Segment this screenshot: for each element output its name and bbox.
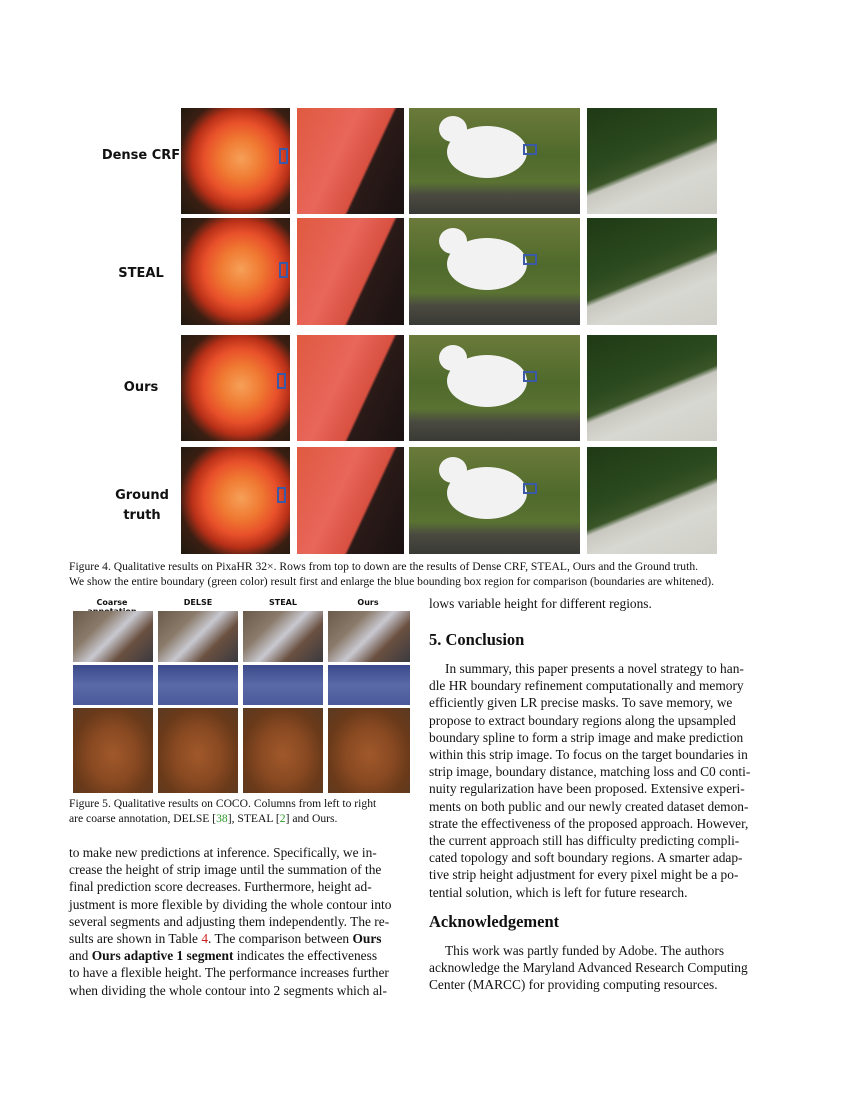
gull-image <box>409 108 580 214</box>
bold-term: Ours <box>352 931 382 947</box>
bbox-marker <box>523 371 537 382</box>
text-line: In summary, this paper presents a novel strategy to han- <box>445 661 744 676</box>
text-line <box>69 947 397 964</box>
row-label-ours: Ours <box>123 380 159 395</box>
caption-text: ], STEAL [ <box>227 812 280 825</box>
text-line: strate the effectiveness of the proposed approach. However, <box>429 815 749 831</box>
text-line: crease the height of strip image until the summation of the <box>69 862 382 878</box>
flower-image <box>181 335 290 441</box>
coco-desk-image <box>328 611 410 662</box>
citation-link[interactable]: 38 <box>216 812 228 825</box>
right-column-continuation: lows variable height for different regions. <box>429 596 652 611</box>
text-span: sults are shown in Table <box>69 931 202 947</box>
column-header-steal: STEAL <box>269 598 297 607</box>
text-line: dle HR boundary refinement computationally and memory <box>429 678 744 694</box>
text-line: efficiently given LR precise masks. To save memory, we <box>429 695 733 711</box>
text-line: tive strip height adjustment for every pixel might be a po- <box>429 867 739 883</box>
flower-zoom-image <box>297 218 404 325</box>
coco-person-image <box>158 708 238 793</box>
text-line: nuity regularization have been proposed. Extensive experi- <box>429 781 745 797</box>
coco-person-image <box>243 708 323 793</box>
figure-5-caption <box>69 796 409 826</box>
table-link[interactable]: 4 <box>201 931 209 947</box>
text-line: justment is more flexible by dividing the whole contour into <box>69 896 392 912</box>
caption-text: ] and Ours. <box>285 812 338 825</box>
text-line: Center (MARCC) for providing computing resources. <box>429 977 718 993</box>
bbox-marker <box>523 254 537 265</box>
text-line: strip image, boundary distance, matching loss and C0 conti- <box>429 764 751 780</box>
gull-zoom-image <box>587 108 717 214</box>
text-line: to have a flexible height. The performance increases further <box>69 965 389 981</box>
figure-4-caption <box>69 559 789 589</box>
caption-text: are coarse annotation, DELSE [ <box>69 812 217 825</box>
text-line: to make new predictions at inference. Specifically, we in- <box>69 845 377 860</box>
text-line: This work was partly funded by Adobe. The authors <box>445 943 725 958</box>
column-header-delse: DELSE <box>183 598 213 607</box>
bbox-marker <box>523 483 537 494</box>
flower-image <box>181 218 290 325</box>
text-line: within this strip image. To focus on the target boundaries in <box>429 747 748 763</box>
conclusion-heading: 5. Conclusion <box>429 630 525 649</box>
flower-image <box>181 447 290 554</box>
text-line: tential solution, which is left for future research. <box>429 884 688 900</box>
row-label-ground-truth: Ground truth <box>115 488 169 523</box>
acknowledgement-heading: Acknowledgement <box>429 912 560 931</box>
text-line <box>69 930 397 947</box>
text-line: propose to extract boundary regions along the upsampled <box>429 712 736 728</box>
text-line: ments on both public and our newly created dataset demon- <box>429 798 749 814</box>
gull-zoom-image <box>587 335 717 441</box>
coco-street-image <box>243 665 323 705</box>
text-line: several segments and adjusting them independently. The re- <box>69 913 390 929</box>
flower-zoom-image <box>297 447 404 554</box>
bbox-marker <box>277 373 286 389</box>
coco-street-image <box>73 665 153 705</box>
acknowledgement-paragraph <box>429 942 757 994</box>
coco-person-image <box>328 708 410 793</box>
row-label-steal: STEAL <box>118 266 164 281</box>
gull-zoom-image <box>587 218 717 325</box>
caption-line <box>69 811 409 826</box>
text-span: . The comparison between <box>208 931 353 947</box>
bbox-marker <box>279 148 288 164</box>
caption-line: We show the entire boundary (green color) result first and enlarge the blue bounding box region for comparison (boundaries are whitened). <box>69 575 714 588</box>
left-column-text <box>69 844 397 999</box>
gull-image <box>409 218 580 325</box>
text-line: final prediction score decreases. Furthermore, height ad- <box>69 879 372 895</box>
bbox-marker <box>523 144 537 155</box>
coco-desk-image <box>73 611 153 662</box>
text-line: when dividing the whole contour into 2 segments which al- <box>69 982 387 998</box>
gull-image <box>409 447 580 554</box>
text-line: the current approach still has difficulty predicting compli- <box>429 833 740 849</box>
coco-street-image <box>158 665 238 705</box>
column-header-coarse-annotation: Coarse <box>96 598 128 607</box>
bold-term: Ours adaptive 1 segment <box>91 948 234 964</box>
coco-desk-image <box>158 611 238 662</box>
coco-desk-image <box>243 611 323 662</box>
text-line: cated topology and soft boundary regions. A smarter adap- <box>429 850 743 866</box>
citation-link[interactable]: 2 <box>279 812 286 825</box>
text-line: boundary spline to form a strip image and make prediction <box>429 729 744 745</box>
text-line: acknowledge the Maryland Advanced Research Computing <box>429 960 748 976</box>
flower-zoom-image <box>297 335 404 441</box>
coco-street-image <box>328 665 410 705</box>
conclusion-paragraph <box>429 660 757 901</box>
coco-person-image <box>73 708 153 793</box>
caption-line: Figure 4. Qualitative results on PixaHR 32×. Rows from top to down are the results of Dense CRF, STEAL, Ours and the Ground truth. <box>69 560 699 573</box>
gull-zoom-image <box>587 447 717 554</box>
row-label-dense-crf: Dense CRF <box>101 148 181 163</box>
bbox-marker <box>277 487 286 503</box>
bbox-marker <box>279 262 288 278</box>
flower-image <box>181 108 290 214</box>
flower-zoom-image <box>297 108 404 214</box>
gull-image <box>409 335 580 441</box>
text-span: and <box>69 948 92 964</box>
caption-line: Figure 5. Qualitative results on COCO. Columns from left to right <box>69 797 377 810</box>
text-span: indicates the effectiveness <box>233 948 378 964</box>
column-header-ours: Ours <box>357 598 379 607</box>
